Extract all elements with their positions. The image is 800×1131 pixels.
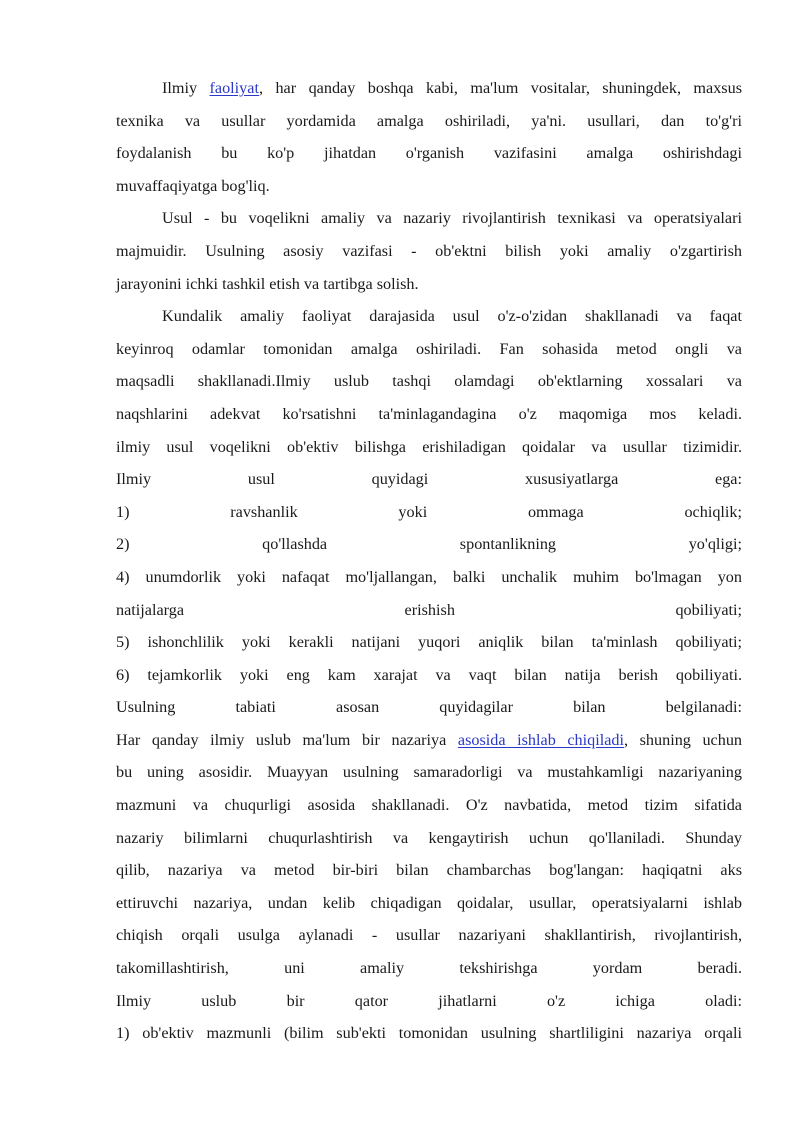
text-segment: 4) unumdorlik yoki nafaqat mo'ljallangan, balki unchalik muhim bo'lmagan yon <box>116 567 742 586</box>
text-segment: naqshlarini adekvat ko'rsatishni ta'minlagandagina o'z maqomiga mos keladi. <box>116 404 742 423</box>
text-line <box>116 300 742 333</box>
text-line <box>116 235 742 268</box>
text-segment: qilib, nazariya va metod bir-biri bilan chambarchas bog'langan: haqiqatni aks <box>116 861 742 880</box>
text-line <box>116 137 742 170</box>
text-segment: 1) ravshanlik yoki ommaga ochiqlik; <box>116 502 742 521</box>
text-segment: mazmuni va chuqurligi asosida shakllanadi. O'z navbatida, metod tizim sifatida <box>116 796 742 815</box>
text-segment: , shuning uchun <box>624 730 743 749</box>
text-segment: 6) tejamkorlik yoki eng kam xarajat va vaqt bilan natija berish qobiliyati. <box>116 665 742 684</box>
text-segment: natijalarga erishish qobiliyati; <box>116 600 742 619</box>
text-line <box>116 854 742 887</box>
text-line <box>116 528 742 561</box>
text-segment: takomillashtirish, uni amaliy tekshirishga yordam beradi. <box>116 959 742 978</box>
text-line <box>116 398 742 431</box>
text-line <box>116 919 742 952</box>
text-line <box>116 985 742 1018</box>
text-segment: Ilmiy usul quyidagi xususiyatlarga ega: <box>116 470 742 489</box>
text-line <box>116 268 742 301</box>
text-segment: Usul - bu voqelikni amaliy va nazariy rivojlantirish texnikasi va operatsiyalari <box>162 209 742 228</box>
text-segment: chiqish orqali usulga aylanadi - usullar nazariyani shakllantirish, rivojlantirish, <box>116 926 742 945</box>
text-segment: Usulning tabiati asosan quyidagilar bilan belgilanadi: <box>116 698 742 717</box>
text-line <box>116 659 742 692</box>
text-line <box>116 887 742 920</box>
text-line <box>116 724 742 757</box>
text-line <box>116 72 742 105</box>
text-line <box>116 952 742 985</box>
text-segment: jarayonini ichki tashkil etish va tartibga solish. <box>116 274 419 293</box>
text-segment: Ilmiy <box>162 79 210 97</box>
text-line <box>116 822 742 855</box>
text-segment: muvaffaqiyatga bog'liq. <box>116 176 270 195</box>
hyperlink[interactable]: faoliyat <box>209 79 259 97</box>
text-segment: Har qanday ilmiy uslub ma'lum bir nazariya <box>116 730 458 749</box>
text-segment: maqsadli shakllanadi.Ilmiy uslub tashqi olamdagi ob'ektlarning xossalari va <box>116 372 742 391</box>
text-segment: 1) ob'ektiv mazmunli (bilim sub'ekti tomonidan usulning shartliligini nazariya orqali <box>116 1024 742 1043</box>
text-line <box>116 561 742 594</box>
text-line <box>116 170 742 203</box>
text-line <box>116 756 742 789</box>
text-line <box>116 1017 742 1050</box>
document-body <box>116 72 742 1050</box>
text-line <box>116 431 742 464</box>
text-line <box>116 626 742 659</box>
text-segment: Kundalik amaliy faoliyat darajasida usul o'z-o'zidan shakllanadi va faqat <box>162 307 742 326</box>
text-line <box>116 365 742 398</box>
text-segment: 5) ishonchlilik yoki kerakli natijani yuqori aniqlik bilan ta'minlash qobiliyati; <box>116 633 742 652</box>
text-segment: 2) qo'llashda spontanlikning yo'qligi; <box>116 535 742 554</box>
text-line <box>116 105 742 138</box>
text-segment: , har qanday boshqa kabi, ma'lum vositalar, shuningdek, maxsus <box>258 79 742 97</box>
text-segment: Ilmiy uslub bir qator jihatlarni o'z ichiga oladi: <box>116 991 742 1010</box>
hyperlink[interactable]: asosida ishlab chiqiladi <box>457 730 624 749</box>
text-segment: ilmiy usul voqelikni ob'ektiv bilishga erishiladigan qoidalar va usullar tizimidir. <box>116 437 742 456</box>
text-segment: majmuidir. Usulning asosiy vazifasi - ob'ektni bilish yoki amaliy o'zgartirish <box>116 241 742 260</box>
text-segment: texnika va usullar yordamida amalga oshiriladi, ya'ni. usullari, dan to'g'ri <box>116 111 742 130</box>
text-segment: foydalanish bu ko'p jihatdan o'rganish vazifasini amalga oshirishdagi <box>116 144 742 163</box>
text-line <box>116 789 742 822</box>
text-segment: keyinroq odamlar tomonidan amalga oshiriladi. Fan sohasida metod ongli va <box>116 339 742 358</box>
text-segment: nazariy bilimlarni chuqurlashtirish va kengaytirish uchun qo'llaniladi. Shunday <box>116 828 742 847</box>
text-segment: bu uning asosidir. Muayyan usulning samaradorligi va mustahkamligi nazariyaning <box>116 763 742 782</box>
text-line <box>116 333 742 366</box>
text-line <box>116 496 742 529</box>
text-segment: ettiruvchi nazariya, undan kelib chiqadigan qoidalar, usullar, operatsiyalarni ishlab <box>116 893 742 912</box>
text-line <box>116 463 742 496</box>
text-line <box>116 202 742 235</box>
text-line <box>116 594 742 627</box>
text-line <box>116 691 742 724</box>
